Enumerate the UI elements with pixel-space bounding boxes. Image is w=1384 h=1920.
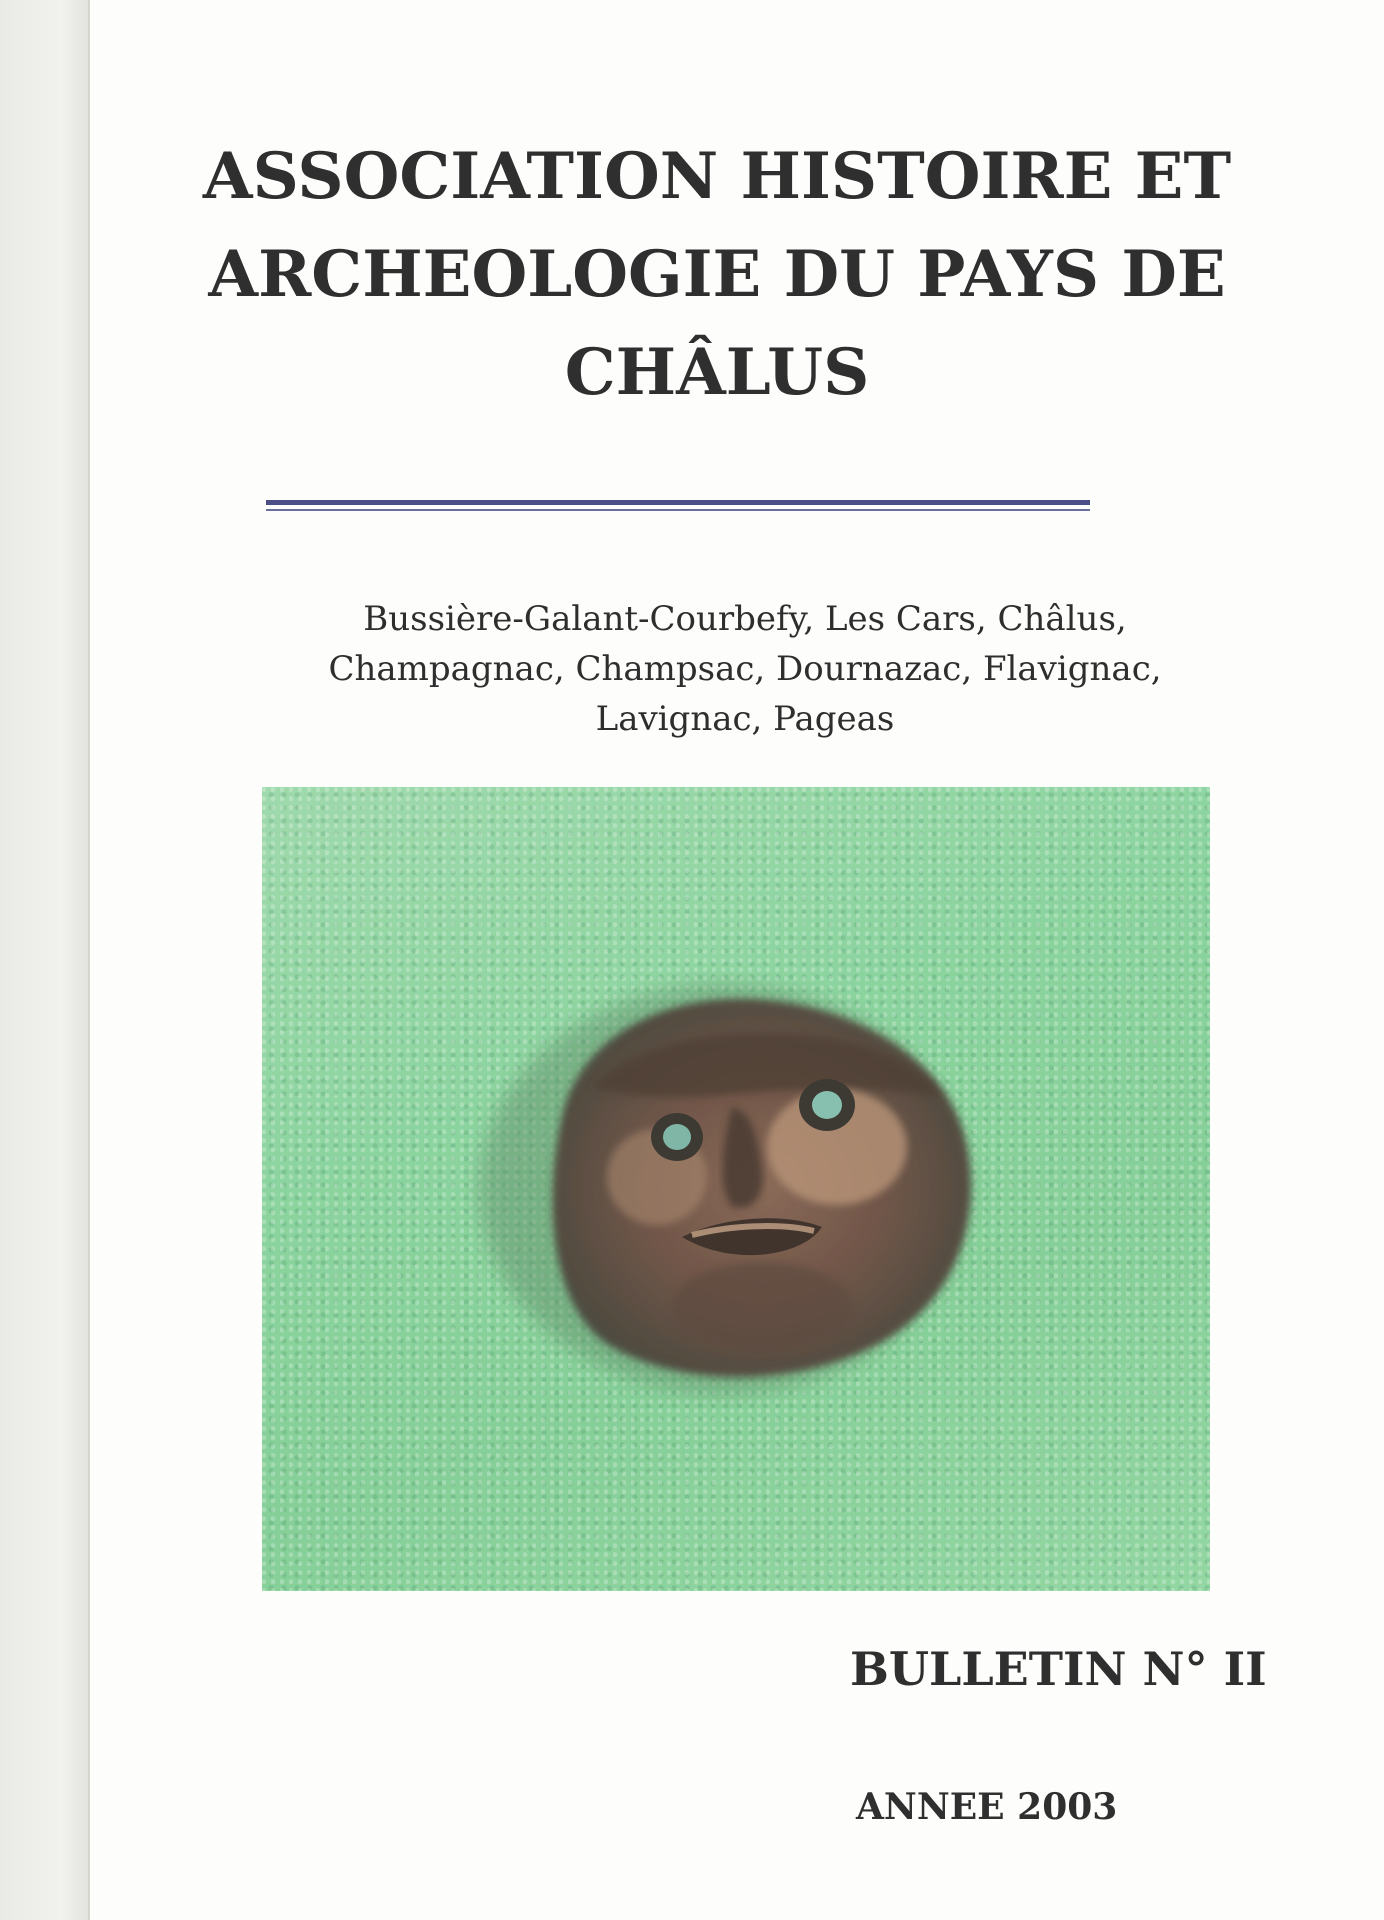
title-divider — [266, 500, 1090, 510]
cover-title — [90, 128, 1344, 422]
communes-line-2: Champagnac, Champsac, Dournazac, Flavignac, — [328, 649, 1162, 689]
publication-year: ANNEE 2003 — [856, 1786, 1118, 1828]
communes-line-3: Lavignac, Pageas — [595, 699, 895, 739]
communes-line-1: Bussière-Galant-Courbefy, Les Cars, Châlus, — [363, 599, 1127, 639]
title-line-3: CHÂLUS — [564, 335, 870, 410]
bulletin-number: BULLETIN N° II — [850, 1642, 1267, 1696]
carved-face-illustration — [262, 787, 1210, 1591]
title-line-1: ASSOCIATION HISTOIRE ET — [202, 139, 1232, 214]
divider-thin-line — [266, 509, 1090, 511]
communes-list — [180, 594, 1310, 744]
cover-photo — [262, 787, 1210, 1591]
divider-thick-line — [266, 500, 1090, 505]
title-line-2: ARCHEOLOGIE DU PAYS DE — [208, 237, 1226, 312]
book-spine-edge — [0, 0, 90, 1920]
